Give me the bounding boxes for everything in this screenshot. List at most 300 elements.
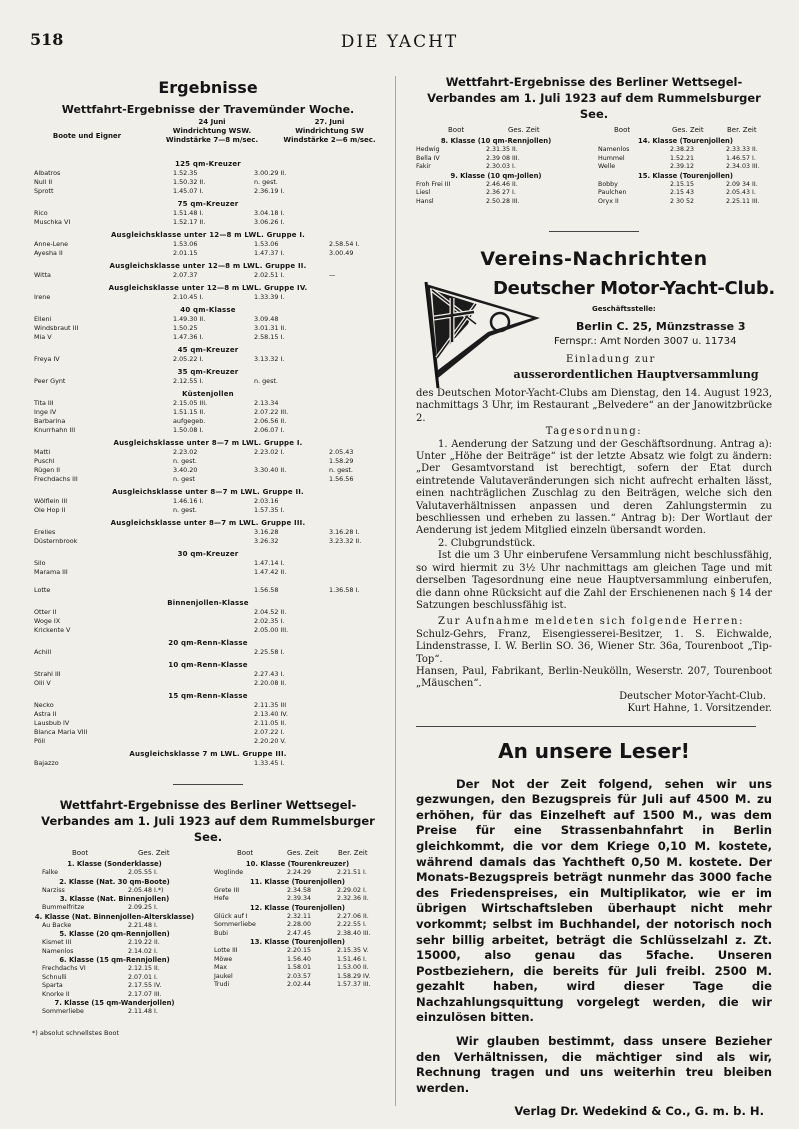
time-value: 2.14.02 I. — [128, 947, 158, 955]
time-value: 2.03.57 — [287, 972, 312, 980]
time-value: 2.11.35 III — [254, 701, 287, 709]
boat-name: Albatros — [34, 169, 61, 177]
signature-chair: Kurt Hahne, 1. Vorsitzender. — [627, 703, 772, 715]
time-value: 1.51.15 II. — [173, 408, 206, 416]
time-value: 1.53.06 — [254, 240, 279, 248]
result-row — [32, 506, 384, 515]
time-value: 2.46.46 II. — [486, 180, 518, 188]
time-value: 1.53.00 II. — [337, 964, 369, 971]
berlin-results-header — [32, 849, 384, 860]
boat-name: Barbarina — [34, 417, 66, 425]
time-value: 2.02.51 I. — [254, 271, 285, 279]
result-row — [32, 559, 384, 568]
time-value: n. gest. — [173, 457, 197, 465]
berlin-results-title-continued: Wettfahrt-Ergebnisse des Berliner Wettsegel-Verbandes am 1. Juli 1923 auf dem Rummelsburger See. — [427, 75, 761, 121]
boat-name: Möwe — [214, 955, 233, 963]
date1-header: 24 Juni — [198, 118, 226, 126]
results-column-header — [32, 116, 384, 156]
time-value: 2.22.55 I. — [337, 921, 367, 928]
time-value: aufgegeb. — [173, 417, 206, 425]
result-row — [32, 577, 384, 586]
time-value: 2.47.45 — [287, 929, 312, 937]
time-value: 2.02.44 — [287, 981, 312, 988]
time-col-header-2: Ges. Zeit — [287, 849, 319, 857]
boat-name: Anne-Lene — [34, 240, 69, 248]
time-value: 3.16.28 I. — [329, 528, 360, 536]
result-row — [210, 930, 385, 939]
boat-name: Blanca Maria VIII — [34, 728, 88, 736]
time-value: 2.11.05 II. — [254, 719, 287, 727]
club-name: Deutscher Motor-Yacht-Club. — [493, 278, 775, 299]
boat-col-header: Boot — [448, 126, 465, 134]
class-heading: Ausgleichsklasse unter 12—8 m LWL. Gruppe IV. — [108, 284, 308, 292]
time-value: 2.17.07 III. — [128, 990, 162, 998]
time-value: 2.58.15 I. — [254, 333, 285, 341]
corrected-time-col-header: Ber. Zeit — [727, 126, 757, 134]
boat-name: Bummelfritze — [42, 904, 85, 911]
berlin-results-body — [32, 860, 384, 1028]
results-title: Ergebnisse — [158, 78, 258, 97]
boat-name: Max — [214, 964, 228, 971]
boat-name: Null II — [34, 178, 53, 186]
boat-name: Namenlos — [598, 146, 630, 153]
time-value: 2.32.36 II. — [337, 895, 369, 902]
time-value: 1.57.35 I. — [254, 506, 285, 514]
time-value: 2.07.22 I. — [254, 728, 285, 736]
time-value: 2.39 08 III. — [486, 154, 520, 162]
time-value: 1.47.14 I. — [254, 559, 285, 567]
boat-name: Knurrhahn III — [34, 426, 76, 434]
result-row — [598, 198, 773, 207]
boat-name: Hummel — [598, 154, 625, 162]
result-row — [210, 913, 385, 922]
boat-name: Witta — [34, 271, 51, 279]
time-value: 2.34.58 — [287, 886, 312, 894]
class-heading: 4. Klasse (Nat. Binnenjollen-Altersklasse) — [34, 912, 195, 921]
result-row — [32, 679, 384, 688]
time-value: 2.24.29 — [287, 869, 312, 876]
publisher-signature: Verlag Dr. Wedekind & Co., G. m. b. H. — [514, 1104, 764, 1119]
result-row — [598, 155, 773, 164]
result-row — [32, 939, 197, 948]
boat-name: Knorke II — [42, 990, 70, 998]
time-value: 3.23.32 II. — [329, 537, 362, 545]
time-value: 2.31.35 II. — [486, 146, 518, 153]
time-value: 2.05.22 I. — [173, 355, 204, 363]
result-row — [32, 426, 384, 435]
boat-name: Irene — [34, 293, 51, 301]
time-value: 2.28.00 — [287, 921, 312, 928]
time-value: 2.05.48 I.*) — [128, 886, 164, 894]
boat-name: Peer Gynt — [34, 377, 66, 385]
result-row — [598, 163, 773, 172]
time-value: 3.13.32 I. — [254, 355, 285, 363]
agenda-item-2: 2. Clubgrundstück. — [438, 537, 536, 549]
boat-name: Pöll — [34, 737, 46, 745]
boat-name: Sprott — [34, 187, 54, 195]
class-heading: 8. Klasse (10 qm-Rennjollen) — [440, 137, 552, 145]
result-row — [32, 626, 384, 635]
time-value: — — [329, 271, 336, 279]
time-value: 1.50.32 II. — [173, 178, 206, 186]
class-heading: Küstenjollen — [182, 390, 234, 398]
result-row — [32, 528, 384, 537]
berlin-results-left — [32, 860, 197, 1017]
boat-name: Kismet III — [42, 939, 72, 946]
class-heading: Ausgleichsklasse 7 m LWL. Gruppe III. — [129, 750, 287, 758]
boat-name: Olli V — [34, 679, 51, 687]
result-row — [32, 974, 197, 983]
time-value: 2.11.48 I. — [128, 1008, 158, 1015]
result-row — [32, 608, 384, 617]
boat-name: Sommerliebe — [42, 1008, 84, 1015]
result-row — [32, 948, 197, 957]
result-row — [32, 670, 384, 679]
time-value: 2.06.07 I. — [254, 426, 285, 434]
boat-name: Frechdachs III — [34, 475, 78, 483]
berlin-continued-right — [598, 137, 773, 206]
class-heading: Ausgleichsklasse unter 8—7 m LWL. Gruppe III. — [110, 519, 306, 527]
time-value: 2.15.05 III. — [173, 399, 208, 407]
time-value: 2.39.34 — [287, 895, 312, 902]
time-value: 3.26.32 — [254, 537, 279, 545]
result-row — [32, 991, 197, 1000]
result-row — [32, 617, 384, 626]
class-heading: 30 qm-Kreuzer — [177, 550, 239, 558]
boat-name: Liesl — [416, 189, 431, 196]
time-value: 2.13.40 IV. — [254, 710, 288, 718]
separator — [549, 231, 639, 232]
result-row — [32, 178, 384, 187]
time-value: 1.46.57 I. — [726, 154, 756, 162]
result-row — [32, 497, 384, 506]
signature-club: Deutscher Motor-Yacht-Club. — [619, 690, 766, 702]
new-member-1: Schulz-Gehrs, Franz, Eisengiesserei-Besitzer, 1. S. Eichwalde, Lindenstrasse, I. W. Berlin SO. 36, Wiener Str. 36a, Tourenboot „Tip-Top“. — [416, 628, 772, 665]
time-value: 3.00.29 II. — [254, 169, 287, 177]
footnote: *) absolut schnellstes Boot — [32, 1029, 120, 1037]
result-row — [32, 333, 384, 342]
result-row — [210, 964, 385, 973]
boat-name: Strahl III — [34, 670, 61, 678]
time-value: 2.27.43 I. — [254, 670, 285, 678]
time-value: 2 30 52 — [670, 197, 695, 205]
boat-name: Necko — [34, 701, 54, 709]
time-value: 1.49.30 II. — [173, 315, 206, 323]
result-row — [598, 181, 773, 190]
result-row — [32, 728, 384, 737]
membership-intro: Zur Aufnahme meldeten sich folgende Herren: — [438, 616, 745, 628]
result-row — [32, 240, 384, 249]
result-row — [210, 869, 385, 878]
result-row — [32, 737, 384, 746]
club-address: Berlin C. 25, Münzstrasse 3 — [576, 320, 746, 333]
time-value: 1.47.36 I. — [173, 333, 204, 341]
time-value: n. gest. — [254, 178, 278, 186]
time-value: 2.27.06 II. — [337, 912, 369, 920]
class-heading: 12. Klasse (Tourenjollen) — [249, 903, 346, 912]
result-row — [210, 956, 385, 965]
class-heading: 10 qm-Renn-Klasse — [168, 661, 248, 669]
time-value: 2.39.12 — [670, 163, 695, 170]
result-row — [32, 887, 197, 896]
wind1-direction: Windrichtung WSW. — [172, 127, 252, 135]
boat-col-header-2: Boot — [614, 126, 631, 134]
time-value: n. gest. — [254, 377, 278, 385]
boat-name: Schnulli — [42, 973, 67, 981]
class-heading: 15. Klasse (Tourenjollen) — [637, 171, 734, 180]
class-heading: 10. Klasse (Tourenkreuzer) — [245, 860, 350, 868]
boat-name: Matti — [34, 448, 51, 456]
result-row — [32, 218, 384, 227]
boat-name: Achill — [34, 648, 52, 656]
time-value: 2.13.34 — [254, 399, 279, 407]
time-value: 2.05.43 I. — [726, 189, 756, 196]
result-row — [32, 537, 384, 546]
boat-name: Welle — [598, 163, 616, 170]
boat-name: Lausbub IV — [34, 719, 70, 727]
time-value: 2.38.40 III. — [337, 929, 371, 937]
boat-name: Glück auf I — [214, 912, 248, 920]
boat-name: Au Backe — [42, 921, 72, 929]
time-value: 1.36.58 I. — [329, 586, 360, 594]
boat-name: Sparta — [42, 982, 63, 989]
class-heading: 3. Klasse (Nat. Binnenjollen) — [59, 895, 170, 903]
time-value: 3.30.40 II. — [254, 466, 287, 474]
boat-name: Hefe — [214, 895, 229, 902]
time-value: 2.36.19 I. — [254, 187, 285, 195]
boat-name: Paulchen — [598, 189, 627, 196]
time-value: 3.40.20 — [173, 466, 198, 474]
result-row — [32, 249, 384, 258]
boat-name: Mia V — [34, 333, 52, 341]
boats-header: Boote und Eigner — [52, 132, 122, 140]
time-value: 2.12.55 I. — [173, 377, 204, 385]
time-value: 2.25.11 III. — [726, 197, 760, 205]
separator — [173, 784, 243, 785]
time-col-header: Ges. Zeit — [138, 849, 170, 857]
time-value: 2.50.28 III. — [486, 197, 520, 205]
time-value: 2.30.03 I. — [486, 163, 516, 170]
boat-name: Otter II — [34, 608, 57, 616]
readers-notice-body: Der Not der Zeit folgend, sehen wir uns gezwungen, den Bezugspreis für Juli auf 4500 M. zu erhöhen, für das Einzelheft auf 1500 M., was dem Preise für eine Strassenbahnfahrt in Berlin gleichkommt, die vor dem Kriege 0,10 M. kostete, während damals das Yachtheft 0,50 M. kostete. Der Monats-Bezugspreis beträgt nunmehr das 3000 fache des Friedenspreises, ein Multiplikator, wie er im übrigen Wirtschaftsleben überhaupt nicht mehr vorkommt; selbst im Buchhandel, der notorisch noch sehr billig arbeitet, beträgt die Schlüsselzahl z. Zt. 15000, also genau das 5fache. Unseren Postbeziehern, die bereits für Juli freibl. 2500 M. gezahlt haben, wird dieser Tage die Nachzahlungsquittung vorgelegt werden, die wir einzulösen bitten. — [416, 776, 772, 1025]
boat-name: Erelies — [34, 528, 56, 536]
running-title: DIE YACHT — [340, 32, 459, 52]
time-value: 3.16.28 — [254, 528, 279, 536]
result-row — [32, 169, 384, 178]
time-value: 1.33.39 I. — [254, 293, 285, 301]
result-row — [210, 947, 385, 956]
time-value: 2.17.55 IV. — [128, 982, 162, 989]
class-heading: 7. Klasse (15 qm-Wanderjollen) — [54, 999, 175, 1007]
time-value: 1.52.17 II. — [173, 218, 206, 226]
result-row — [32, 315, 384, 324]
result-row — [32, 293, 384, 302]
class-heading: 1. Klasse (Sonderklasse) — [67, 860, 162, 868]
time-value: 2.19.22 II. — [128, 939, 160, 946]
boat-name: Froh Frei III — [416, 180, 451, 188]
time-value: 1.46.16 I. — [173, 497, 204, 505]
result-row — [416, 146, 576, 155]
boat-name: Marama III — [34, 568, 68, 576]
time-value: 1.56.40 — [287, 955, 312, 963]
time-value: 1.58.29 — [329, 457, 354, 465]
new-member-2: Hansen, Paul, Fabrikant, Berlin-Neukölln, Weserstr. 207, Tourenboot „Mäuschen“. — [416, 665, 772, 690]
time-value: 2.03.16 — [254, 497, 279, 505]
boat-name: Woglinde — [214, 869, 244, 876]
column-divider — [395, 76, 396, 1106]
time-value: 2.38.23 — [670, 146, 695, 153]
time-value: 1.50.25 — [173, 324, 198, 332]
boat-name: Elleni — [34, 315, 52, 323]
class-heading: 35 qm-Kreuzer — [177, 368, 239, 376]
time-value: 3.01.31 II. — [254, 324, 287, 332]
time-value: 2.07.37 — [173, 271, 198, 279]
time-value: 2.20.08 II. — [254, 679, 287, 687]
separator — [416, 726, 756, 727]
readers-notice-closing: Wir glauben bestimmt, dass unsere Bezieher den Verhältnissen, die mächtiger sind als wir, Rechnung tragen und uns weiterhin treu bleiben werden. — [416, 1034, 772, 1095]
result-row — [416, 198, 576, 207]
berlin-continued-header — [416, 126, 772, 137]
berlin-continued-body — [416, 137, 772, 217]
boat-name: Freya IV — [34, 355, 60, 363]
boat-name: Fakir — [416, 163, 431, 170]
time-value: 2.07.01 I. — [128, 973, 158, 981]
class-heading: 2. Klasse (Nat. 30 qm-Boote) — [59, 877, 170, 886]
time-value: 2.09.25 I. — [128, 904, 158, 911]
boat-name: Wölflein III — [34, 497, 68, 505]
result-row — [32, 475, 384, 484]
result-row — [32, 568, 384, 577]
time-value: 1.52.21 — [670, 154, 695, 162]
result-row — [32, 355, 384, 364]
time-value: 1.47.37 I. — [254, 249, 285, 257]
result-row — [32, 209, 384, 218]
berlin-continued-left — [416, 137, 576, 206]
time-value: 2.34.03 III. — [726, 163, 760, 170]
boat-name: Bobby — [598, 180, 618, 188]
boat-name: Rico — [34, 209, 48, 217]
result-row — [32, 869, 197, 878]
left-column — [32, 70, 384, 1037]
boat-name: Rügen II — [34, 466, 61, 474]
result-row — [32, 648, 384, 657]
time-value: n. gest. — [173, 506, 197, 514]
result-row — [210, 887, 385, 896]
boat-name: Frechdachs VI — [42, 965, 86, 972]
result-row — [32, 701, 384, 710]
time-value: 2.04.52 II. — [254, 608, 287, 616]
quorum-note: Ist die um 3 Uhr einberufene Versammlung nicht beschlussfähig, so wird hiermit zu 3½ Uhr nachmittags am gleichen Tage und mit derselben Tagesordnung eine neue Hauptversammlung einberufen, die dann ohne Rücksicht auf die Zahl der Erschienenen nach § 14 der Satzungen beschlussfähig ist. — [416, 550, 772, 611]
boat-name: Krickente V — [34, 626, 71, 634]
result-row — [416, 189, 576, 198]
boat-name: Hedwig — [416, 146, 440, 153]
time-value: 2.02.35 I. — [254, 617, 285, 625]
boat-name: Windsbraut III — [34, 324, 79, 332]
time-value: 3.09.48 — [254, 315, 279, 323]
time-value: 2.07.22 III. — [254, 408, 289, 416]
invitation-text: Einladung zur — [566, 354, 656, 365]
time-value: 2.58.54 I. — [329, 240, 360, 248]
boat-name: Ayesha II — [34, 249, 63, 257]
boat-name: Namenlos — [42, 947, 74, 955]
result-row — [416, 163, 576, 172]
boat-name: Astra II — [34, 710, 57, 718]
travemuende-results — [32, 160, 384, 768]
wind1-strength: Windstärke 7—8 m/sec. — [165, 136, 259, 144]
result-row — [32, 586, 384, 595]
class-heading: Binnenjollen-Klasse — [167, 599, 249, 607]
berlin-results-title: Wettfahrt-Ergebnisse des Berliner Wettsegel-Verbandes am 1. Juli 1923 auf dem Rummelsburger See. — [41, 798, 375, 844]
time-value: 3.04.18 I. — [254, 209, 285, 217]
time-value: 1.50.08 I. — [173, 426, 204, 434]
club-phone: Fernspr.: Amt Norden 3007 u. 11734 — [554, 336, 737, 347]
result-row — [32, 719, 384, 728]
class-heading: 13. Klasse (Tourenjollen) — [249, 938, 346, 946]
time-value: 2.32.11 — [287, 912, 312, 920]
berlin-results-right — [210, 860, 385, 990]
result-row — [416, 155, 576, 164]
time-value: 2.21.51 I. — [337, 869, 367, 876]
time-value: 2.05.00 III. — [254, 626, 289, 634]
result-row — [210, 973, 385, 982]
boat-name: Narziss — [42, 886, 65, 894]
time-value: 1.33.45 I. — [254, 759, 285, 767]
result-row — [210, 895, 385, 904]
time-value: 3.06.26 I. — [254, 218, 285, 226]
office-label: Geschäftsstelle: — [592, 305, 656, 313]
boat-name: Falke — [42, 869, 58, 876]
class-heading: Ausgleichsklasse unter 8—7 m LWL. Gruppe II. — [112, 488, 304, 496]
agenda-heading: Tagesordnung: — [545, 426, 643, 438]
boat-name: Lotte — [34, 586, 51, 594]
result-row — [32, 187, 384, 196]
time-value: 2.15.35 V. — [337, 947, 369, 954]
boat-col-header-2: Boot — [237, 849, 254, 857]
boat-name: Düsternbrook — [34, 537, 78, 545]
result-row — [32, 982, 197, 991]
time-value: 1.57.37 III. — [337, 981, 371, 988]
time-value: 3.00.49 — [329, 249, 354, 257]
class-heading: 14. Klasse (Tourenjollen) — [637, 137, 734, 145]
time-value: 2.33.33 II. — [726, 146, 758, 153]
time-value: 2.29.02 I. — [337, 886, 367, 894]
class-heading: 5. Klasse (20 qm-Rennjollen) — [59, 930, 170, 938]
corrected-time-col-header: Ber. Zeit — [338, 849, 368, 857]
result-row — [210, 921, 385, 930]
time-value: 1.51.48 I. — [173, 209, 204, 217]
time-value: 1.53.06 — [173, 240, 198, 248]
time-value: n. gest — [173, 475, 195, 483]
class-heading: 45 qm-Kreuzer — [177, 346, 239, 354]
class-heading: Ausgleichsklasse unter 12—8 m LWL. Gruppe II. — [109, 262, 307, 270]
time-value: 2.15 43 — [670, 189, 695, 196]
result-row — [32, 759, 384, 768]
time-value: 2.05.55 I. — [128, 869, 158, 876]
page-number: 518 — [30, 30, 64, 49]
time-value: 2.09 34 II. — [726, 180, 758, 188]
travemuende-subtitle: Wettfahrt-Ergebnisse der Travemünder Woche. — [61, 103, 355, 116]
club-news-heading: Vereins-Nachrichten — [480, 248, 708, 270]
result-row — [32, 399, 384, 408]
result-row — [32, 965, 197, 974]
result-row — [32, 408, 384, 417]
class-heading: 15 qm-Renn-Klasse — [168, 692, 248, 700]
result-row — [210, 981, 385, 990]
result-row — [32, 271, 384, 280]
agenda-item-1: 1. Aenderung der Satzung und der Geschäftsordnung. Antrag a): Unter „Höhe der Beiträge“ ist der letzte Absatz wie folgt zu ändern: „Der Gesamtvorstand ist berechtigt, sofern der Etat durch eintretende Valutaveränderungen sich nicht aufrecht erhalten lässt, einen nachträglichen Zuschlag zu den Beiträgen, welche sich den Valutaverhältnissen anpassen und deren Zahlungstermin zu beschliessen und erheben zu lassen.“ Antrag b): Der Wortlaut der Aenderung ist jedem Mitglied einzeln übersandt worden. — [416, 438, 772, 537]
time-col-header: Ges. Zeit — [508, 126, 540, 134]
result-row — [32, 466, 384, 475]
